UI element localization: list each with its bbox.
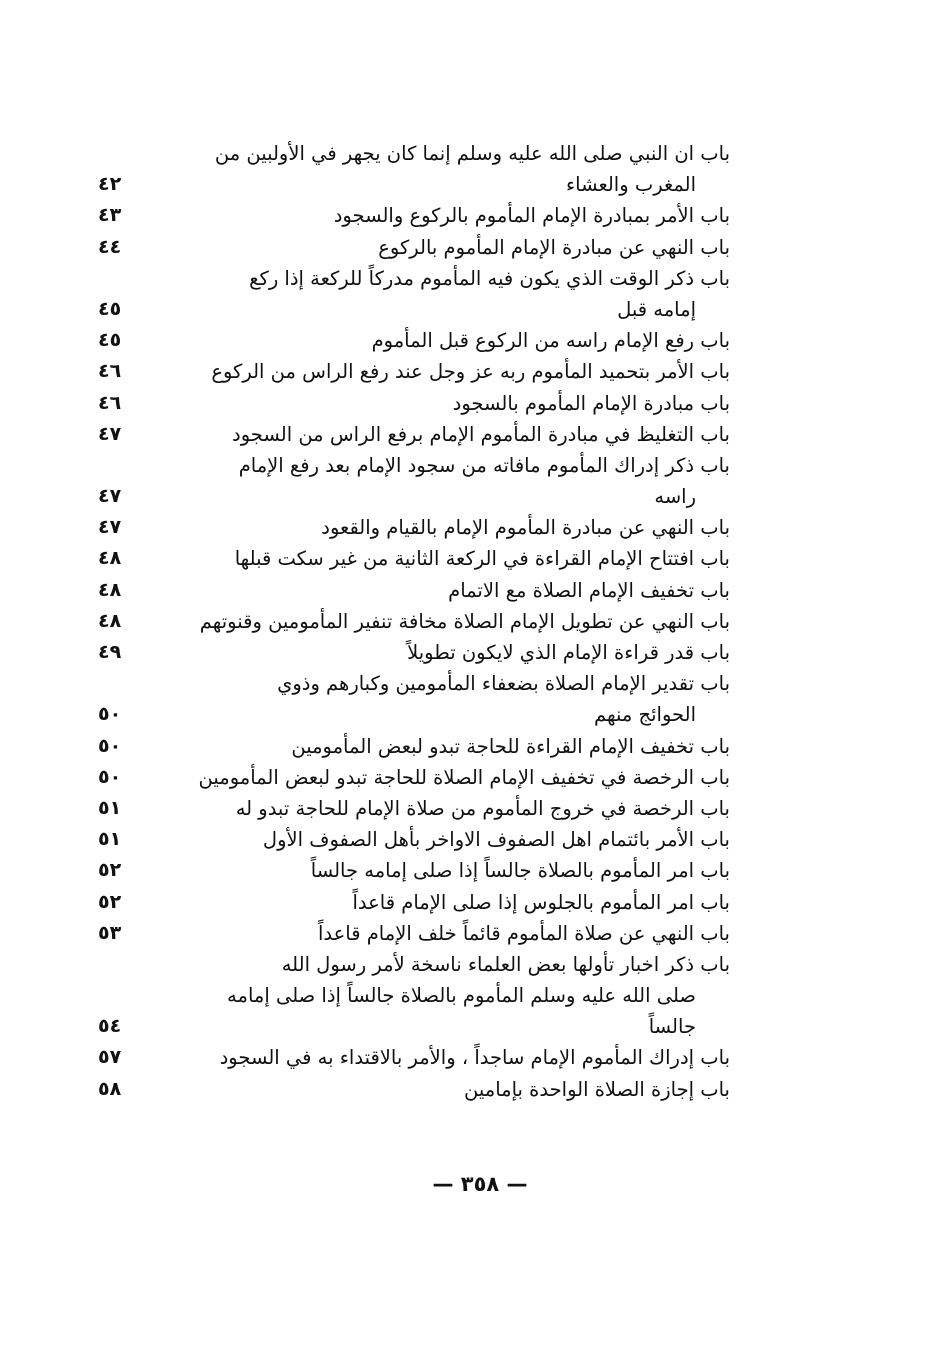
toc-entry-title: باب تخفيف الإمام الصلاة مع الاتمام (448, 578, 730, 602)
toc-entry-continuation: إمامه قبل (617, 297, 696, 321)
toc-entry-title: باب النهي عن صلاة المأموم قائماً خلف الإمام قاعداً (317, 921, 730, 945)
toc-entry (98, 263, 730, 325)
toc-entry-page-number: ٤٩ (98, 641, 122, 663)
toc-entry-title: باب قدر قراءة الإمام الذي لايكون تطويلاً (407, 641, 730, 664)
toc-entry-title: باب تخفيف الإمام القراءة للحاجة تبدو لبعض المأمومين (291, 734, 730, 758)
toc-entry (98, 606, 730, 637)
toc-entry-continuation: راسه (654, 485, 696, 509)
toc-entry-title: باب مبادرة الإمام المأموم بالسجود (452, 391, 730, 415)
toc-entry-page-number: ٤٧ (98, 422, 122, 445)
toc-entry-title: باب النهي عن تطويل الإمام الصلاة مخافة تنفير المأمومين وقنوتهم (199, 609, 730, 633)
toc-entry-title: باب الرخصة في تخفيف الإمام الصلاة للحاجة تبدو لبعض المأمومين (198, 765, 730, 789)
toc-entry-page-number: ٥٨ (98, 1077, 122, 1100)
toc-entry (98, 637, 730, 668)
toc-entry-page-number: ٤٦ (98, 391, 122, 414)
toc-entry-title: باب امر المأموم بالجلوس إذا صلى الإمام قاعداً (352, 890, 730, 914)
toc-entry-page-number: ٥٠ (98, 765, 122, 788)
toc-entry-page-number: ٤٦ (98, 360, 122, 383)
toc-entry-title: باب امر المأموم بالصلاة جالساً إذا صلى إمامه جالساً (310, 859, 730, 883)
toc-entry (98, 543, 730, 574)
toc-entry (98, 887, 730, 918)
toc-entry-title: باب النهي عن مبادرة المأموم الإمام بالقيام والقعود (321, 516, 730, 540)
toc-entry (98, 388, 730, 419)
toc-entry-page-number: ٥١ (98, 828, 122, 851)
page-number: — ٣٥٨ — (432, 1172, 528, 1196)
page-footer (0, 1172, 940, 1196)
toc-entry-page-number: ٥٢ (98, 859, 122, 882)
toc-entry-title: باب التغليظ في مبادرة المأموم الإمام برفع الراس من السجود (232, 422, 730, 446)
table-of-contents (98, 138, 730, 1105)
toc-entry (98, 232, 730, 263)
toc-entry-page-number: ٥٠ (98, 734, 122, 757)
toc-entry-page-number: ٤٨ (98, 578, 122, 601)
toc-entry-title: باب الرخصة في خروج المأموم من صلاة الإمام للحاجة تبدو له (235, 796, 730, 820)
toc-entry-page-number: ٤٨ (98, 609, 122, 632)
toc-entry (98, 200, 730, 231)
toc-entry-page-number: ٥٠ (98, 703, 122, 726)
toc-entry-page-number: ٤٧ (98, 485, 122, 508)
toc-entry-page-number: ٤٨ (98, 547, 122, 570)
toc-entry (98, 575, 730, 606)
toc-entry-page-number: ٥٧ (98, 1046, 122, 1069)
toc-entry (98, 824, 730, 855)
toc-entry-title: باب النهي عن مبادرة الإمام المأموم بالركوع (378, 235, 730, 259)
toc-entry-title: باب إجازة الصلاة الواحدة بإمامين (464, 1077, 730, 1101)
toc-entry (98, 419, 730, 450)
toc-entry-page-number: ٥١ (98, 796, 122, 819)
toc-entry-title: باب تقدير الإمام الصلاة بضعفاء المأمومين وكبارهم وذوي (277, 672, 730, 696)
toc-entry (98, 793, 730, 824)
toc-entry-page-number: ٥٤ (98, 1015, 122, 1038)
toc-entry-page-number: ٤٥ (98, 297, 122, 320)
toc-entry (98, 731, 730, 762)
toc-entry-title: باب إدراك المأموم الإمام ساجداً ، والأمر بالاقتداء به في السجود (219, 1046, 730, 1070)
toc-entry (98, 762, 730, 793)
toc-entry-page-number: ٤٧ (98, 516, 122, 539)
toc-entry-page-number: ٤٢ (98, 173, 122, 196)
toc-entry-title: باب الأمر بمبادرة الإمام المأموم بالركوع والسجود (333, 204, 730, 228)
toc-entry-page-number: ٤٤ (98, 235, 122, 258)
toc-entry (98, 138, 730, 200)
toc-entry (98, 855, 730, 886)
toc-entry-continuation: جالساً (648, 1015, 696, 1039)
toc-entry-title: باب افتتاح الإمام القراءة في الركعة الثانية من غير سكت قبلها (234, 547, 730, 571)
toc-entry (98, 356, 730, 387)
toc-entry-title: باب رفع الإمام راسه من الركوع قبل المأموم (371, 329, 730, 353)
toc-entry-continuation: الحوائج منهم (594, 703, 696, 727)
toc-entry-page-number: ٥٢ (98, 890, 122, 913)
toc-entry-title: باب الأمر بائتمام اهل الصفوف الاواخر بأهل الصفوف الأول (262, 828, 730, 852)
toc-entry-page-number: ٤٥ (98, 329, 122, 352)
toc-entry-continuation: صلى الله عليه وسلم المأموم بالصلاة جالساً إذا صلى إمامه (227, 984, 696, 1008)
toc-entry-title: باب ان النبي صلى الله عليه وسلم إنما كان يجهر في الأولبين من (214, 142, 730, 165)
toc-entry-page-number: ٤٣ (98, 204, 122, 227)
toc-entry-title: باب ذكر الوقت الذي يكون فيه المأموم مدركاً للركعة إذا ركع (249, 266, 730, 290)
toc-entry (98, 325, 730, 356)
toc-entry-continuation: المغرب والعشاء (565, 173, 696, 197)
toc-entry (98, 918, 730, 949)
toc-entry (98, 949, 730, 1043)
toc-entry (98, 1074, 730, 1105)
toc-entry (98, 512, 730, 543)
toc-entry-title: باب ذكر اخبار تأولها بعض العلماء ناسخة لأمر رسول الله (281, 952, 730, 976)
toc-entry (98, 1042, 730, 1073)
toc-entry (98, 668, 730, 730)
toc-entry (98, 450, 730, 512)
toc-entry-title: باب الأمر بتحميد المأموم ربه عز وجل عند رفع الراس من الركوع (211, 360, 730, 384)
toc-entry-title: باب ذكر إدراك المأموم مافاته من سجود الإمام بعد رفع الإمام (238, 453, 730, 477)
toc-entry-page-number: ٥٣ (98, 921, 122, 944)
